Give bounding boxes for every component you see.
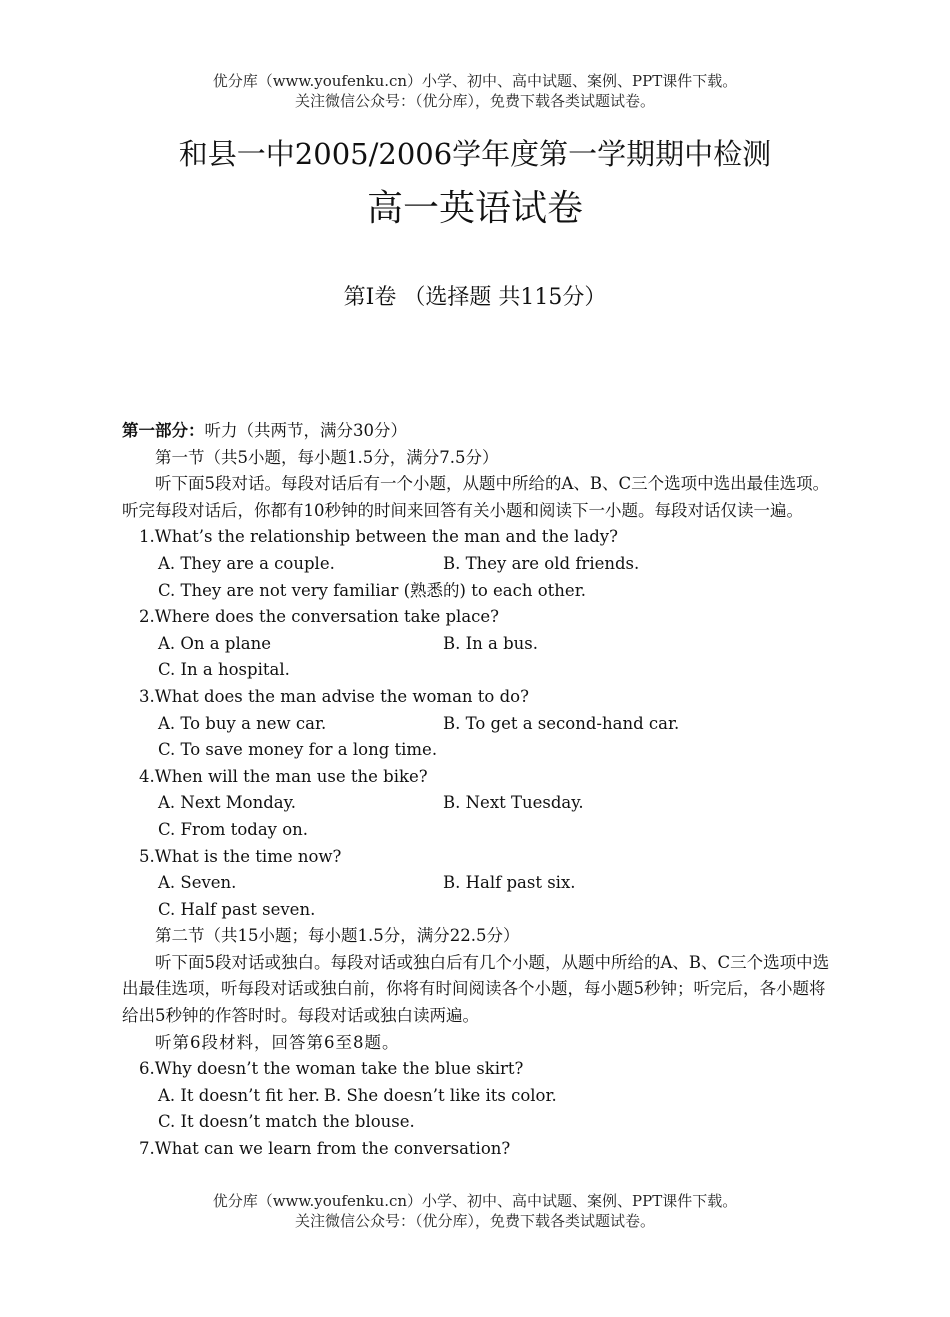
question-5-options bbox=[122, 870, 832, 897]
option-c: C. It doesn’t match the blouse. bbox=[158, 1112, 415, 1132]
section-heading: 第I卷 （选择题 共115分） bbox=[343, 285, 607, 310]
header-line-2: 关注微信公众号：（优分库），免费下载各类试题试卷。 bbox=[294, 92, 655, 110]
footer-line-2: 关注微信公众号：（优分库），免费下载各类试题试卷。 bbox=[294, 1212, 655, 1230]
question-4: 4.When will the man use the bike? bbox=[139, 766, 428, 786]
section2-title: 第二节（共15小题；每小题1.5分，满分22.5分） bbox=[155, 926, 520, 946]
question-6: 6.Why doesn’t the woman take the blue skirt? bbox=[139, 1059, 524, 1079]
question-4-options bbox=[122, 790, 832, 817]
material-6-note: 听第6段材料，回答第6至8题。 bbox=[155, 1032, 400, 1052]
section1-title: 第一节（共5小题，每小题1.5分，满分7.5分） bbox=[155, 447, 499, 467]
question-3-options bbox=[122, 711, 832, 738]
section1-instructions: 听下面5段对话。每段对话后有一个小题，从题中所给的A、B、C三个选项中选出最佳选项。听完每段对话后，你都有10秒钟的时间来回答有关小题和阅读下一小题。每段对话仅读一遍。 bbox=[122, 474, 830, 520]
part1-heading bbox=[122, 418, 832, 445]
exam-subtitle: 高一英语试卷 bbox=[366, 188, 583, 229]
footer-line-1: 优分库（www.youfenku.cn）小学、初中、高中试题、案例、PPT课件下载。 bbox=[212, 1192, 738, 1210]
question-3: 3.What does the man advise the woman to do? bbox=[139, 686, 529, 706]
section2-instructions: 听下面5段对话或独白。每段对话或独白后有几个小题，从题中所给的A、B、C三个选项中选出最佳选项，听每段对话或独白前，你将有时间阅读各个小题，每小题5秒钟；听完后，各小题将给出5秒钟的作答时时。每段对话或独白读两遍。 bbox=[122, 952, 830, 1026]
exam-content bbox=[122, 418, 832, 1163]
question-1: 1.What’s the relationship between the man and the lady? bbox=[139, 527, 618, 547]
page-header bbox=[0, 71, 950, 111]
question-2-options bbox=[122, 631, 832, 658]
option-c: C. In a hospital. bbox=[158, 660, 290, 680]
header-line-1: 优分库（www.youfenku.cn）小学、初中、高中试题、案例、PPT课件下载。 bbox=[212, 72, 738, 90]
option-b: B. They are old friends. bbox=[443, 553, 640, 573]
option-a: A. Next Monday. bbox=[158, 793, 297, 813]
part1-label: 第一部分： bbox=[122, 421, 205, 440]
option-a: A. It doesn’t fit her. bbox=[158, 1085, 320, 1105]
option-b: B. Half past six. bbox=[443, 873, 576, 893]
option-c: C. They are not very familiar (熟悉的) to each other. bbox=[158, 580, 587, 600]
option-a: A. On a plane bbox=[158, 633, 271, 653]
exam-title: 和县一中2005/2006学年度第一学期期中检测 bbox=[178, 137, 772, 171]
question-1-options bbox=[122, 551, 832, 578]
option-b: B. To get a second-hand car. bbox=[443, 713, 680, 733]
page-footer bbox=[0, 1191, 950, 1231]
option-c: C. From today on. bbox=[158, 819, 309, 839]
part1-desc: 听力（共两节，满分30分） bbox=[204, 421, 407, 440]
question-6-options bbox=[122, 1083, 832, 1110]
option-b: B. In a bus. bbox=[443, 633, 538, 653]
option-a: A. Seven. bbox=[158, 873, 237, 893]
option-a: A. To buy a new car. bbox=[158, 713, 327, 733]
option-b: B. Next Tuesday. bbox=[443, 793, 584, 813]
option-b: B. She doesn’t like its color. bbox=[323, 1085, 557, 1105]
question-5: 5.What is the time now? bbox=[139, 846, 342, 866]
option-c: C. To save money for a long time. bbox=[158, 740, 438, 760]
question-2: 2.Where does the conversation take place? bbox=[139, 607, 500, 627]
option-c: C. Half past seven. bbox=[158, 899, 316, 919]
option-a: A. They are a couple. bbox=[158, 553, 335, 573]
question-7: 7.What can we learn from the conversation? bbox=[139, 1139, 511, 1159]
